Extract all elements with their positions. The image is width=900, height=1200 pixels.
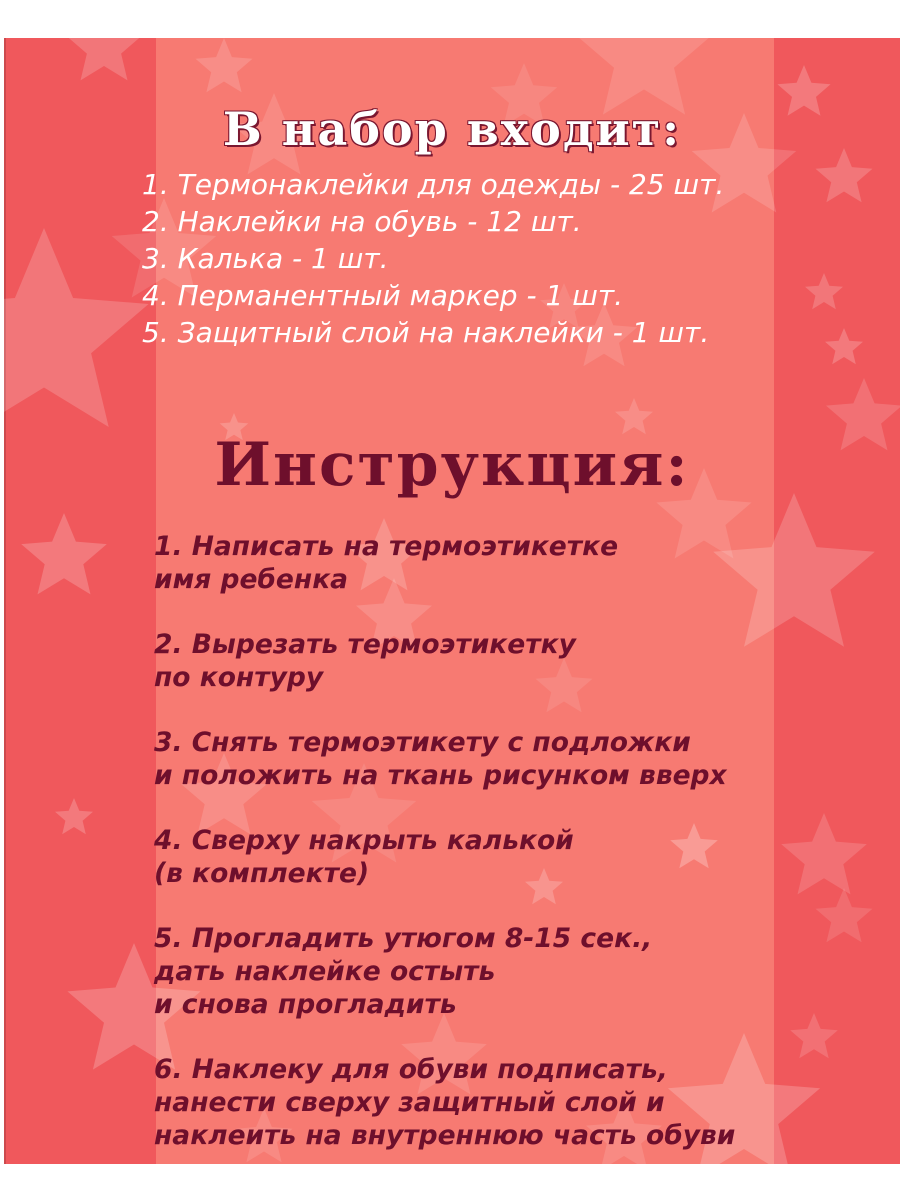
kit-heading: В набор входит: — [222, 102, 682, 156]
kit-item: 1. Термонаклейки для одежды - 25 шт. — [142, 168, 725, 201]
star-shape — [816, 888, 873, 942]
instructions-heading: Инструкция: — [214, 430, 690, 500]
instruction-step: 6. Наклеку для обуви подписать, нанести сверху защитный слой и наклеить на внутреннюю часть обуви — [154, 1054, 736, 1151]
kit-item: 3. Калька - 1 шт. — [142, 242, 389, 275]
instruction-step: 1. Написать на термоэтикетке имя ребенка — [154, 531, 619, 595]
kit-item: 5. Защитный слой на наклейки - 1 шт. — [142, 316, 710, 349]
kit-item: 2. Наклейки на обувь - 12 шт. — [142, 205, 582, 238]
instruction-step: 2. Вырезать термоэтикетку по контуру — [154, 629, 576, 693]
star-shape — [781, 813, 867, 894]
kit-contents-list — [142, 166, 842, 351]
kit-item: 4. Перманентный маркер - 1 шт. — [142, 279, 624, 312]
instruction-steps — [154, 530, 794, 1164]
instruction-card — [4, 38, 900, 1164]
instruction-step: 4. Сверху накрыть калькой (в комплекте) — [154, 825, 574, 889]
star-shape — [4, 228, 149, 427]
instruction-step: 5. Прогладить утюгом 8-15 сек., дать наклейке остыть и снова прогладить — [154, 923, 653, 1020]
star-shape — [21, 513, 107, 594]
instruction-step: 3. Снять термоэтикету с подложки и положить на ткань рисунком вверх — [154, 727, 727, 791]
star-shape — [66, 38, 142, 80]
star-shape — [790, 1013, 838, 1058]
star-shape — [55, 798, 93, 834]
